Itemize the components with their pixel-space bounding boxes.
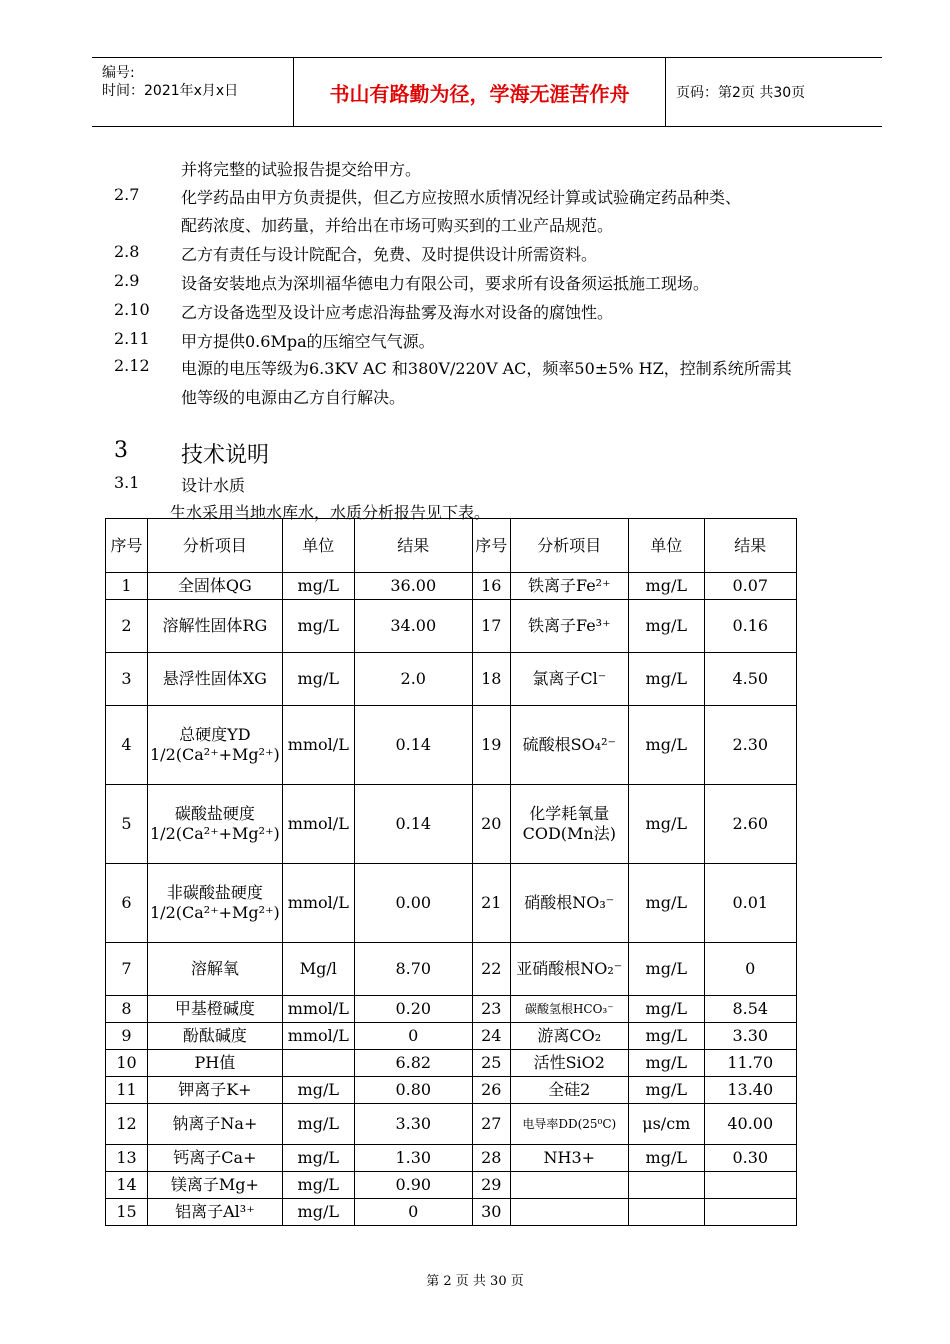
cell-item: 碳酸盐硬度 1/2(Ca²⁺+Mg²⁺)	[148, 785, 283, 864]
cell-seq: 5	[106, 785, 148, 864]
cell-unit: mg/L	[628, 600, 704, 653]
water-quality-table	[105, 518, 797, 1226]
cell-unit: mg/L	[628, 653, 704, 706]
item-number: 2.10	[114, 300, 150, 319]
header-time-label: 时间：2021年x月x日	[102, 83, 239, 99]
table-row	[106, 996, 797, 1023]
table-row	[106, 1104, 797, 1145]
cell-result: 0	[354, 1199, 472, 1226]
cell-seq: 7	[106, 943, 148, 996]
table-row	[106, 1172, 797, 1199]
cell-unit: mg/L	[628, 864, 704, 943]
cell-item: 亚硝酸根NO₂⁻	[510, 943, 628, 996]
cell-unit: mg/L	[628, 785, 704, 864]
cell-result: 0.20	[354, 996, 472, 1023]
item-text: 乙方设备选型及设计应考虑沿海盐雾及海水对设备的腐蚀性。	[181, 303, 614, 322]
cell-item: 碳酸氢根HCO₃⁻	[510, 996, 628, 1023]
table-row	[106, 1050, 797, 1077]
cell-result: 2.60	[704, 785, 796, 864]
header-cell: 单位	[628, 519, 704, 573]
cell-unit: mg/L	[628, 706, 704, 785]
cell-seq: 30	[472, 1199, 510, 1226]
cell-unit: mg/L	[282, 1104, 354, 1145]
item-number: 2.12	[114, 356, 150, 375]
table-row	[106, 1023, 797, 1050]
header-cell: 结果	[704, 519, 796, 573]
cell-unit: mg/L	[628, 1050, 704, 1077]
cell-unit: mmol/L	[282, 996, 354, 1023]
cell-seq: 4	[106, 706, 148, 785]
cell-result: 3.30	[704, 1023, 796, 1050]
cell-unit: mmol/L	[282, 1023, 354, 1050]
table-row	[106, 943, 797, 996]
cell-result: 34.00	[354, 600, 472, 653]
cell-seq: 23	[472, 996, 510, 1023]
cell-unit: mg/L	[282, 1172, 354, 1199]
cell-result: 36.00	[354, 573, 472, 600]
cell-result: 11.70	[704, 1050, 796, 1077]
continuation-text: 并将完整的试验报告提交给甲方。	[181, 160, 422, 179]
cell-result: 2.30	[704, 706, 796, 785]
cell-item: 铁离子Fe³⁺	[510, 600, 628, 653]
cell-seq: 28	[472, 1145, 510, 1172]
cell-item: 活性SiO2	[510, 1050, 628, 1077]
cell-item: 电导率DD(25⁰C)	[510, 1104, 628, 1145]
cell-unit: mg/L	[282, 653, 354, 706]
header-page-label: 页码：第2页 共30页	[676, 85, 806, 101]
cell-seq: 20	[472, 785, 510, 864]
item-number: 2.11	[114, 329, 150, 348]
table-row	[106, 785, 797, 864]
cell-unit: mg/L	[628, 1077, 704, 1104]
cell-seq: 15	[106, 1199, 148, 1226]
cell-item: 钾离子K+	[148, 1077, 283, 1104]
cell-item: 甲基橙碱度	[148, 996, 283, 1023]
cell-item: 全硅2	[510, 1077, 628, 1104]
cell-result: 8.54	[704, 996, 796, 1023]
cell-seq: 27	[472, 1104, 510, 1145]
cell-result: 4.50	[704, 653, 796, 706]
cell-item: 硝酸根NO₃⁻	[510, 864, 628, 943]
table-row	[106, 1077, 797, 1104]
cell-item: 游离CO₂	[510, 1023, 628, 1050]
cell-seq: 3	[106, 653, 148, 706]
cell-seq: 14	[106, 1172, 148, 1199]
header-cell: 结果	[354, 519, 472, 573]
cell-seq: 17	[472, 600, 510, 653]
cell-item: 钠离子Na+	[148, 1104, 283, 1145]
cell-unit	[628, 1199, 704, 1226]
header-cell: 序号	[472, 519, 510, 573]
cell-result: 0	[704, 943, 796, 996]
cell-result: 13.40	[704, 1077, 796, 1104]
page-footer: 第 2 页 共 30 页	[426, 1274, 524, 1289]
cell-item: 硫酸根SO₄²⁻	[510, 706, 628, 785]
cell-seq: 18	[472, 653, 510, 706]
cell-item	[510, 1172, 628, 1199]
cell-unit: mmol/L	[282, 706, 354, 785]
cell-unit: mg/L	[628, 1145, 704, 1172]
cell-unit: mmol/L	[282, 864, 354, 943]
cell-result: 0.00	[354, 864, 472, 943]
cell-item: 溶解氧	[148, 943, 283, 996]
cell-seq: 2	[106, 600, 148, 653]
cell-item: 总硬度YD 1/2(Ca²⁺+Mg²⁺)	[148, 706, 283, 785]
table-row	[106, 653, 797, 706]
item-text: 电源的电压等级为6.3KV AC 和380V/220V AC，频率50±5% HZ，控制系统所需其	[181, 359, 792, 378]
cell-unit: Mg/l	[282, 943, 354, 996]
cell-result: 3.30	[354, 1104, 472, 1145]
cell-item: 溶解性固体RG	[148, 600, 283, 653]
cell-result: 0.07	[704, 573, 796, 600]
cell-seq: 1	[106, 573, 148, 600]
cell-unit: mg/L	[628, 996, 704, 1023]
cell-unit: mg/L	[282, 1077, 354, 1104]
cell-unit: mg/L	[282, 1145, 354, 1172]
cell-item	[510, 1199, 628, 1226]
cell-seq: 24	[472, 1023, 510, 1050]
header-cell: 分析项目	[148, 519, 283, 573]
cell-unit	[628, 1172, 704, 1199]
section-number: 3	[114, 438, 128, 463]
cell-result: 0	[354, 1023, 472, 1050]
cell-unit: mg/L	[628, 1023, 704, 1050]
cell-result: 0.01	[704, 864, 796, 943]
table-row	[106, 706, 797, 785]
cell-item: 铝离子Al³⁺	[148, 1199, 283, 1226]
cell-result: 6.82	[354, 1050, 472, 1077]
item-number: 2.7	[114, 185, 140, 204]
cell-result: 8.70	[354, 943, 472, 996]
cell-unit	[282, 1050, 354, 1077]
cell-item: 酚酞碱度	[148, 1023, 283, 1050]
cell-item: 化学耗氧量COD(Mn法)	[510, 785, 628, 864]
cell-result	[704, 1199, 796, 1226]
cell-unit: mmol/L	[282, 785, 354, 864]
cell-seq: 10	[106, 1050, 148, 1077]
cell-result: 0.14	[354, 706, 472, 785]
header-number-label: 编号:	[102, 65, 135, 81]
cell-item: 钙离子Ca+	[148, 1145, 283, 1172]
header-motto: 书山有路勤为径，学海无涯苦作舟	[294, 58, 666, 126]
cell-unit: mg/L	[282, 1199, 354, 1226]
cell-seq: 16	[472, 573, 510, 600]
item-text: 设备安装地点为深圳福华德电力有限公司，要求所有设备须运抵施工现场。	[181, 274, 710, 293]
cell-seq: 8	[106, 996, 148, 1023]
cell-item: 全固体QG	[148, 573, 283, 600]
table-header-row	[106, 519, 797, 573]
cell-unit: mg/L	[282, 600, 354, 653]
cell-seq: 13	[106, 1145, 148, 1172]
cell-result: 0.90	[354, 1172, 472, 1199]
cell-seq: 9	[106, 1023, 148, 1050]
cell-result: 0.16	[704, 600, 796, 653]
cell-unit: mg/L	[628, 943, 704, 996]
item-number: 2.9	[114, 271, 140, 290]
cell-seq: 21	[472, 864, 510, 943]
header-cell: 序号	[106, 519, 148, 573]
item-text-cont: 配药浓度、加药量，并给出在市场可购买到的工业产品规范。	[181, 216, 614, 235]
cell-seq: 19	[472, 706, 510, 785]
item-text-cont: 他等级的电源由乙方自行解决。	[181, 388, 406, 407]
item-text: 甲方提供0.6Mpa的压缩空气气源。	[181, 332, 435, 351]
cell-seq: 12	[106, 1104, 148, 1145]
table-row	[106, 573, 797, 600]
cell-seq: 25	[472, 1050, 510, 1077]
cell-seq: 29	[472, 1172, 510, 1199]
cell-result: 0.30	[704, 1145, 796, 1172]
table-row	[106, 1199, 797, 1226]
cell-unit: mg/L	[282, 573, 354, 600]
cell-seq: 6	[106, 864, 148, 943]
section-title: 技术说明	[181, 443, 270, 468]
cell-unit: μs/cm	[628, 1104, 704, 1145]
table-row	[106, 1145, 797, 1172]
subsection-number: 3.1	[114, 473, 140, 492]
cell-result: 1.30	[354, 1145, 472, 1172]
subsection-title: 设计水质	[181, 476, 246, 495]
item-text: 化学药品由甲方负责提供，但乙方应按照水质情况经计算或试验确定药品种类、	[181, 188, 742, 207]
table-intro: 生水采用当地水库水，水质分析报告见下表。	[170, 503, 491, 522]
item-number: 2.8	[114, 242, 140, 261]
cell-result: 40.00	[704, 1104, 796, 1145]
cell-result: 2.0	[354, 653, 472, 706]
cell-item: PH值	[148, 1050, 283, 1077]
table-row	[106, 864, 797, 943]
header-cell: 分析项目	[510, 519, 628, 573]
cell-result: 0.80	[354, 1077, 472, 1104]
cell-seq: 26	[472, 1077, 510, 1104]
cell-item: 氯离子Cl⁻	[510, 653, 628, 706]
cell-item: 悬浮性固体XG	[148, 653, 283, 706]
header-info-cell	[92, 58, 294, 126]
cell-result	[704, 1172, 796, 1199]
page-header	[92, 57, 882, 127]
cell-seq: 22	[472, 943, 510, 996]
cell-result: 0.14	[354, 785, 472, 864]
item-text: 乙方有责任与设计院配合，免费、及时提供设计所需资料。	[181, 245, 598, 264]
cell-seq: 11	[106, 1077, 148, 1104]
cell-item: 镁离子Mg+	[148, 1172, 283, 1199]
cell-item: NH3+	[510, 1145, 628, 1172]
cell-item: 非碳酸盐硬度 1/2(Ca²⁺+Mg²⁺)	[148, 864, 283, 943]
table-row	[106, 600, 797, 653]
cell-unit: mg/L	[628, 573, 704, 600]
header-cell: 单位	[282, 519, 354, 573]
cell-item: 铁离子Fe²⁺	[510, 573, 628, 600]
